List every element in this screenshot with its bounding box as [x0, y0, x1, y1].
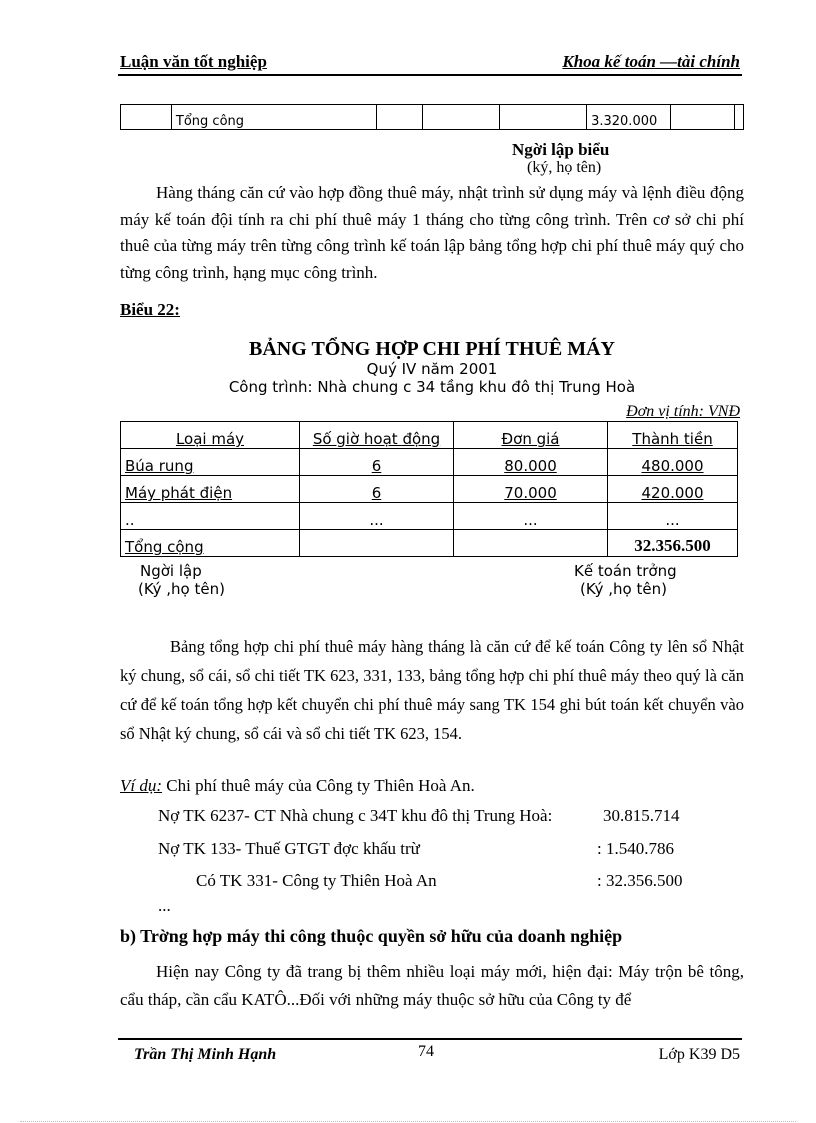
signature-right-sub: (Ký ,họ tên)	[580, 580, 667, 598]
page-number: 74	[418, 1043, 434, 1060]
report-project: Công trình: Nhà chung c 34 tầng khu đô thị Trung Hoà	[228, 378, 636, 396]
signature-left-title: Ngời lập	[140, 562, 202, 580]
col-header-hours: Số giờ hoạt động	[300, 422, 454, 449]
top-total-label: Tổng công	[171, 105, 376, 130]
report-title: BẢNG TỔNG HỢP CHI PHÍ THUÊ MÁY	[249, 338, 615, 360]
example-text: Chi phí thuê máy của Công ty Thiên Hoà An.	[162, 776, 475, 795]
example-label: Ví dụ:	[120, 776, 163, 795]
paragraph-2: Bảng tổng hợp chi phí thuê máy hàng tháng là căn cứ để kế toán Công ty lên sổ Nhật ký chung, sổ cái, sổ chi tiết TK 623, 331, 133, bảng tổng hợp chi phí thuê máy theo quý là căn cứ để kế toán tổng hợp kết chuyển chi phí thuê máy sang TK 154 ghi bút toán kết chuyển vào sổ Nhật ký chung, sổ cái và sổ chi tiết TK 623, 154.	[120, 637, 744, 743]
entry-1-amount: 30.815.714	[603, 806, 680, 825]
top-total-amount: 3.320.000	[587, 105, 671, 130]
header-right: Khoa kế toán —tài chính	[562, 52, 740, 71]
col-header-price: Đơn giá	[454, 422, 608, 449]
entry-2-amount: : 1.540.786	[597, 839, 674, 858]
col-header-amount: Thành tiền	[608, 422, 738, 449]
total-amount: 32.356.500	[608, 530, 738, 557]
table-row: .. ... ... ...	[121, 503, 738, 530]
top-total-table	[120, 104, 744, 130]
col-header-machine: Loại máy	[121, 422, 300, 449]
signature-top-sub: (ký, họ tên)	[527, 159, 602, 176]
footer-rule	[118, 1038, 742, 1040]
example-intro	[120, 776, 475, 796]
table-header-row	[121, 422, 738, 449]
figure-label: Biểu 22:	[120, 300, 180, 319]
entry-2-desc: Nợ TK 133- Thuế GTGT đợc khấu trừ	[158, 839, 420, 858]
header-left: Luận văn tốt nghiệp	[120, 52, 267, 71]
signature-top-title: Ngời lập biểu	[512, 140, 610, 159]
report-period: Quý IV năm 2001	[366, 360, 498, 378]
footer-class: Lớp K39 D5	[658, 1046, 740, 1063]
entry-3-desc: Có TK 331- Công ty Thiên Hoà An	[196, 871, 437, 890]
table-row: Búa rung 6 80.000 480.000	[121, 449, 738, 476]
signature-left-sub: (Ký ,họ tên)	[138, 580, 225, 598]
report-unit: Đơn vị tính: VNĐ	[626, 403, 740, 420]
section-b-heading: b) Trờng hợp máy thi công thuộc quyền sở hữu của doanh nghiệp	[120, 926, 623, 946]
paragraph-1: Hàng tháng căn cứ vào hợp đồng thuê máy, nhật trình sử dụng máy và lệnh điều động máy kế toán đội tính ra chi phí thuê máy 1 tháng cho từng công trình. Trên cơ sở chi phí thuê của từng máy trên từng công trình kế toán lập bảng tổng hợp chi phí thuê máy quý cho từng công trình, hạng mục công trình.	[120, 183, 744, 282]
paragraph-3: Hiện nay Công ty đã trang bị thêm nhiều loại máy mới, hiện đại: Máy trộn bê tông, cẩu tháp, cần cẩu KATÔ...Đối với những máy thuộc sở hữu của Công ty để	[120, 962, 744, 1009]
page-edge-dotted-line	[20, 1121, 796, 1122]
entry-ellipsis: ...	[158, 896, 171, 915]
signature-right-title: Kế toán trởng	[574, 562, 677, 580]
table-row: Máy phát điện 6 70.000 420.000	[121, 476, 738, 503]
machine-cost-table	[120, 421, 738, 557]
header-rule	[118, 74, 742, 76]
footer-author: Trần Thị Minh Hạnh	[134, 1046, 277, 1063]
total-label: Tổng cộng	[121, 530, 300, 557]
entry-3-amount: : 32.356.500	[597, 871, 683, 890]
entry-1-desc: Nợ TK 6237- CT Nhà chung c 34T khu đô thị Trung Hoà:	[158, 806, 553, 825]
table-total-row	[121, 530, 738, 557]
